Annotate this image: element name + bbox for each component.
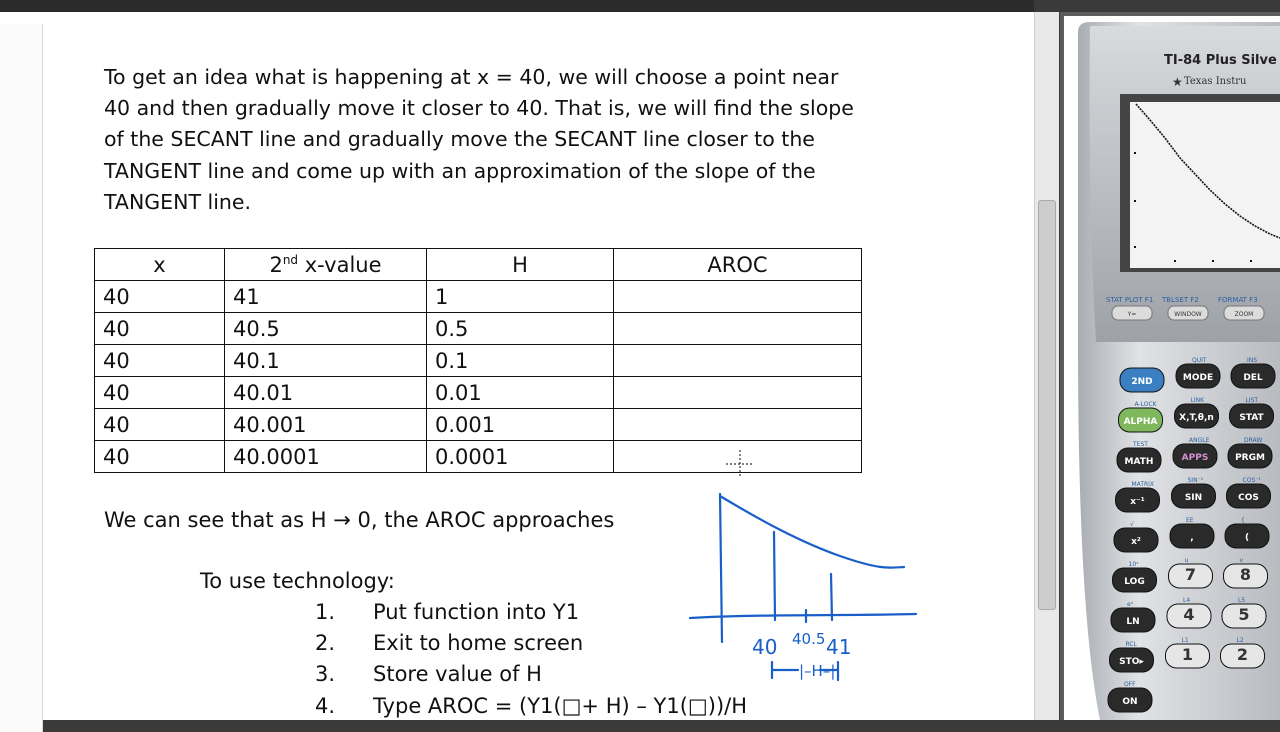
calc-top-key-label: Y=	[1127, 311, 1137, 318]
aroc-table	[94, 248, 862, 473]
cell-second-x: 40.001	[225, 409, 427, 441]
calc-key-secondary-label: L2	[1236, 637, 1244, 644]
calc-key-secondary-label: QUIT	[1192, 357, 1207, 364]
cell-x: 40	[95, 377, 225, 409]
table-row	[95, 281, 862, 313]
table-body	[95, 281, 862, 473]
cell-h: 0.01	[427, 377, 614, 409]
calc-key-label: MODE	[1182, 373, 1214, 383]
header-h: H	[427, 249, 614, 281]
calc-key-label: 2	[1236, 645, 1249, 664]
technology-step	[315, 662, 542, 686]
step-number: 3.	[315, 662, 336, 687]
cell-h: 0.001	[427, 409, 614, 441]
sketch-x-axis	[690, 614, 916, 618]
cell-second-x: 40.01	[225, 377, 427, 409]
step-number: 1.	[315, 600, 336, 624]
sketch-label-41: 41	[826, 635, 852, 659]
header-x: x	[95, 249, 225, 281]
table-row	[95, 345, 862, 377]
header-second-sup: nd	[282, 252, 299, 267]
table-row	[95, 313, 862, 345]
calc-key-secondary-label: RCL	[1125, 641, 1137, 648]
header-second-x-value	[225, 249, 427, 281]
cell-aroc	[614, 345, 862, 377]
calc-top-keys	[1106, 296, 1264, 320]
header-second-prefix: 2	[269, 252, 283, 277]
calc-key-secondary-label: LINK	[1190, 397, 1205, 404]
calc-key-secondary-label: TBLSET F2	[1162, 296, 1199, 304]
calc-key-label: STO▸	[1119, 657, 1144, 667]
cell-aroc	[614, 377, 862, 409]
calc-key-secondary-label: {	[1241, 517, 1245, 524]
calc-key-label: SIN	[1184, 493, 1203, 503]
calculator-panel	[1060, 12, 1280, 720]
calc-key-secondary-label: L1	[1181, 637, 1189, 644]
calc-key-secondary-label: L5	[1238, 597, 1246, 604]
cell-x: 40	[95, 441, 225, 473]
calc-key-label: ALPHA	[1123, 417, 1158, 427]
calc-key-secondary-label: ANGLE	[1189, 437, 1210, 444]
calc-key-secondary-label: LIST	[1245, 397, 1259, 404]
calc-key-secondary-label: u	[1184, 557, 1189, 564]
cell-second-x: 41	[225, 281, 427, 313]
calc-key-secondary-label: √	[1130, 521, 1134, 528]
observation-text: We can see that as H → 0, the AROC approaches	[104, 508, 615, 532]
sketch-line-40	[774, 532, 775, 620]
calc-model-label: TI-84 Plus Silve	[1164, 53, 1277, 68]
step-text: Exit to home screen	[373, 631, 584, 656]
calc-key-label: PRGM	[1235, 453, 1265, 463]
calc-key-label: 7	[1184, 565, 1197, 584]
calc-key-label: x⁻¹	[1130, 497, 1145, 507]
cell-x: 40	[95, 281, 225, 313]
calc-keypad	[1108, 357, 1275, 712]
sketch-label-405: 40.5	[792, 630, 826, 648]
table-header-row	[95, 249, 862, 281]
technology-step	[315, 600, 579, 624]
cell-h: 0.5	[427, 313, 614, 345]
table-row	[95, 377, 862, 409]
cell-h: 0.1	[427, 345, 614, 377]
ti-logo-icon: ★	[1172, 75, 1183, 89]
cell-aroc	[614, 313, 862, 345]
step-text: Store value of H	[373, 662, 542, 687]
calc-key-label: COS	[1238, 493, 1259, 503]
step-number: 2.	[315, 631, 336, 656]
calc-key-label: 5	[1238, 605, 1250, 624]
calc-key-secondary-label: STAT PLOT F1	[1106, 296, 1154, 304]
calc-key-label: APPS	[1181, 453, 1209, 463]
cell-x: 40	[95, 345, 225, 377]
step-text: Type AROC = (Y1(□+ H) – Y1(□))/H	[373, 693, 748, 718]
table-row	[95, 409, 862, 441]
calc-key-secondary-label: DRAW	[1244, 437, 1263, 444]
calc-key-secondary-label: 10ˣ	[1128, 561, 1139, 568]
cell-second-x: 40.0001	[225, 441, 427, 473]
calc-key-secondary-label: OFF	[1124, 681, 1136, 688]
calc-key-label: x²	[1131, 537, 1141, 547]
calc-key-label: 1	[1181, 645, 1194, 664]
header-aroc: AROC	[614, 249, 862, 281]
calc-key-secondary-label: INS	[1247, 357, 1258, 364]
cell-second-x: 40.5	[225, 313, 427, 345]
calc-key-secondary-label: EE	[1186, 517, 1194, 524]
cell-second-x: 40.1	[225, 345, 427, 377]
calc-key-secondary-label: COS⁻¹	[1242, 477, 1261, 484]
calc-key-secondary-label: eˣ	[1127, 601, 1134, 608]
calc-key-secondary-label: A-LOCK	[1134, 401, 1157, 408]
intro-paragraph: To get an idea what is happening at x = 40, we will choose a point near 40 and then gradually move it closer to 40. That is, we will find the slope of the SECANT line and gradually move the SECANT line closer to the TANGENT line and come up with an approximation of the slope of the TANGENT line.	[104, 65, 854, 214]
calc-top-key-label: WINDOW	[1174, 311, 1202, 318]
page-margin-gutter	[0, 24, 43, 732]
cell-x: 40	[95, 313, 225, 345]
crosshair-cursor-icon	[726, 450, 754, 478]
calc-key-label: MATH	[1124, 457, 1154, 467]
calc-key-label: (	[1244, 533, 1250, 543]
calc-key-label: LN	[1126, 617, 1140, 627]
sketch-label-h: |–H–|	[799, 662, 836, 680]
hand-drawn-sketch	[680, 482, 930, 692]
ti84-calculator	[1060, 12, 1280, 720]
calc-key-secondary-label: MATRIX	[1131, 481, 1155, 488]
cell-x: 40	[95, 409, 225, 441]
step-text: Put function into Y1	[373, 600, 580, 624]
calc-key-secondary-label: TEST	[1133, 441, 1148, 448]
sketch-line-41	[831, 574, 832, 620]
calc-key-label: 4	[1183, 605, 1195, 624]
calc-key-label: 2ND	[1131, 377, 1153, 387]
calc-key-label: ,	[1190, 533, 1194, 543]
scrollbar-thumb[interactable]	[1038, 200, 1056, 610]
calc-key-secondary-label: L4	[1183, 597, 1191, 604]
calc-key-label: X,T,θ,n	[1179, 413, 1214, 423]
calc-brand-label: Texas Instru	[1184, 76, 1247, 87]
calc-key-label: LOG	[1124, 577, 1145, 587]
calc-key-label: DEL	[1243, 373, 1263, 383]
technology-step	[315, 694, 747, 718]
calc-key-secondary-label: FORMAT F3	[1218, 296, 1258, 304]
calc-key-label: STAT	[1239, 413, 1264, 423]
header-second-suffix: x-value	[298, 252, 382, 277]
step-number: 4.	[315, 693, 336, 718]
sketch-y-axis	[720, 494, 722, 642]
cell-aroc	[614, 281, 862, 313]
sketch-curve	[720, 496, 904, 568]
calc-top-key-label: ZOOM	[1234, 311, 1254, 318]
technology-step	[315, 631, 583, 655]
calc-key-label: ON	[1122, 697, 1138, 707]
cell-h: 1	[427, 281, 614, 313]
technology-heading: To use technology:	[200, 569, 395, 593]
sketch-label-40: 40	[752, 635, 778, 659]
calc-key-secondary-label: v	[1239, 557, 1244, 564]
calc-key-secondary-label: SIN⁻¹	[1187, 477, 1204, 484]
calc-key-label: 8	[1239, 565, 1252, 584]
cell-h: 0.0001	[427, 441, 614, 473]
cell-aroc	[614, 409, 862, 441]
